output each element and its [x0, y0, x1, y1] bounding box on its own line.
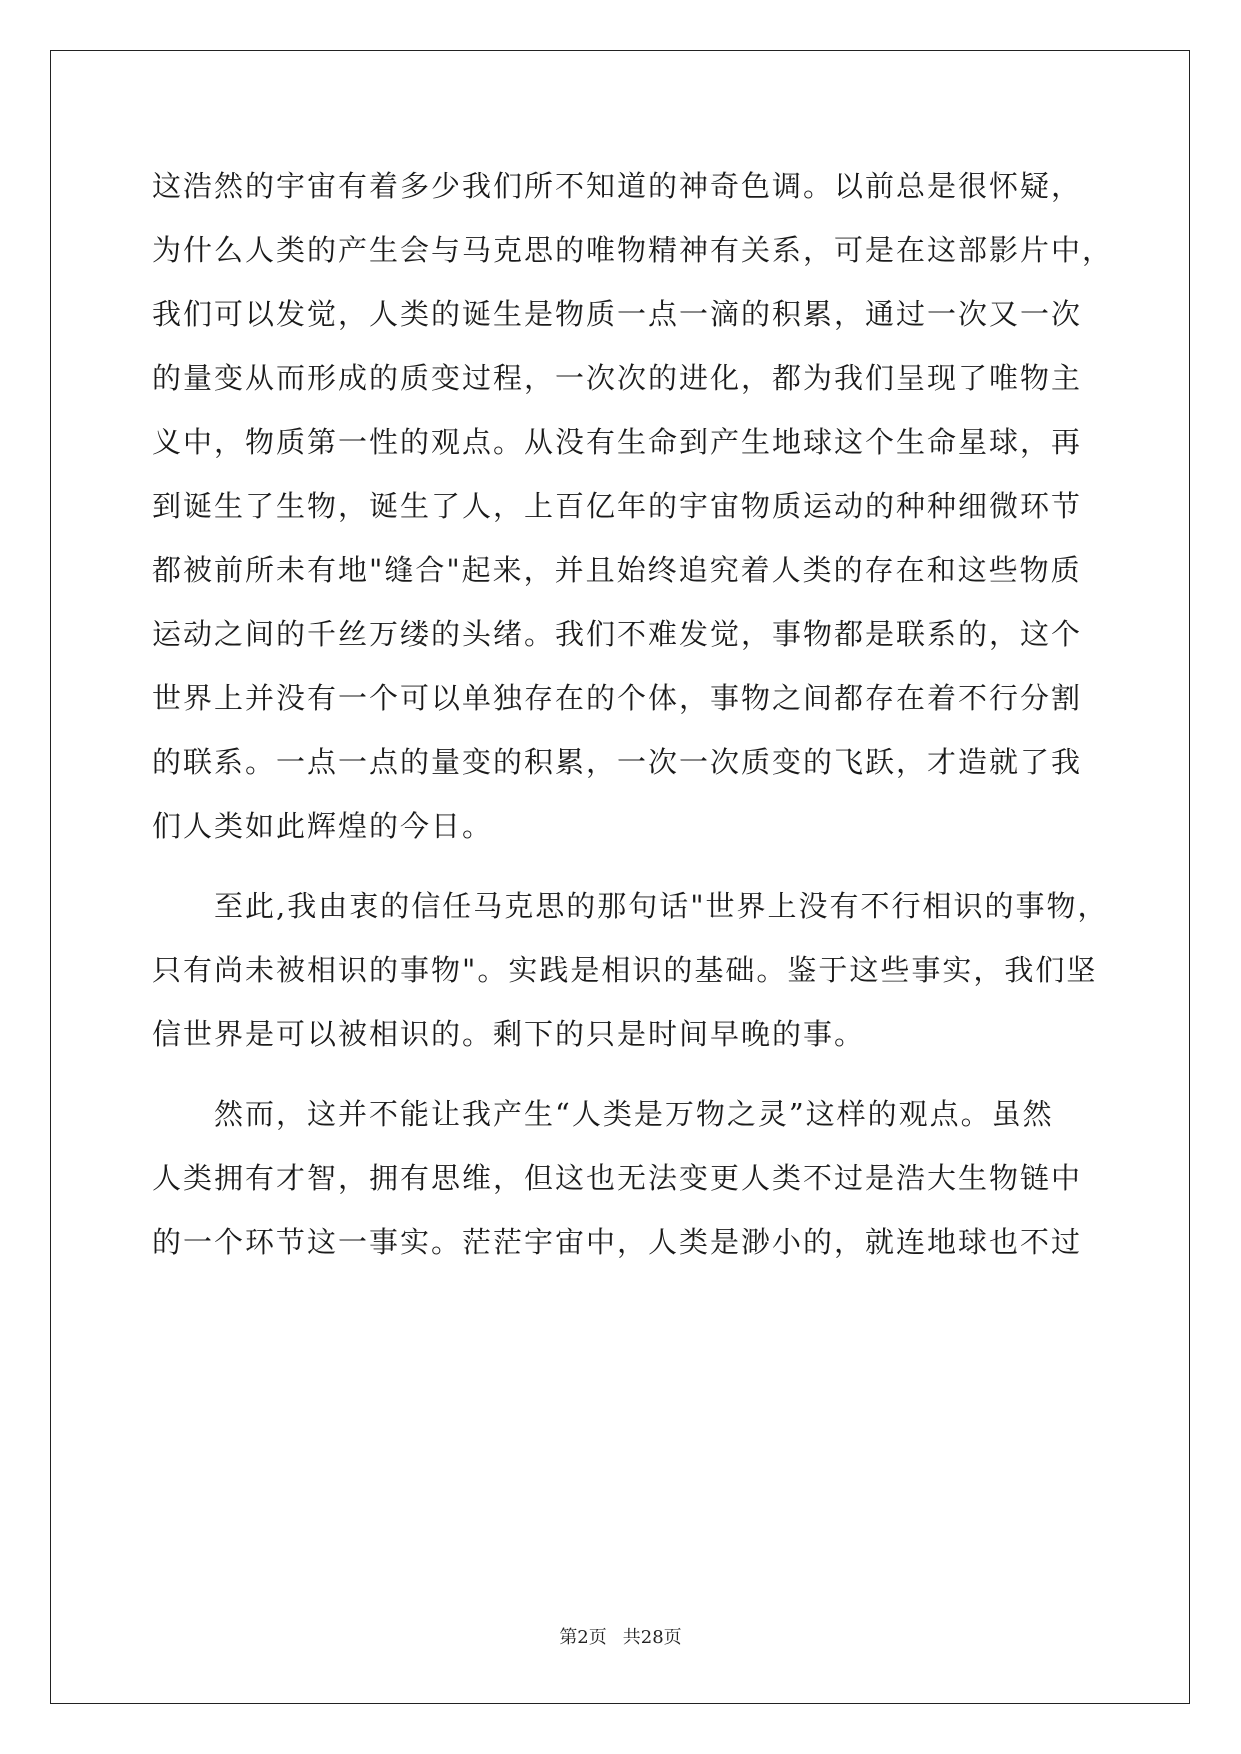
text-line: 只有尚未被相识的事物"。实践是相识的基础。鉴于这些事实，我们坚: [152, 953, 1098, 987]
text-line: 人类拥有才智，拥有思维，但这也无法变更人类不过是浩大生物链中: [152, 1161, 1083, 1195]
text-line: 都被前所未有地"缝合"起来，并且始终追究着人类的存在和这些物质: [152, 553, 1082, 587]
text-line: 世界上并没有一个可以单独存在的个体，事物之间都存在着不行分割: [152, 681, 1083, 715]
document-body: [152, 166, 1114, 1286]
text-line: 我们可以发觉，人类的诞生是物质一点一滴的积累，通过一次又一次: [152, 297, 1083, 331]
text-line: 这浩然的宇宙有着多少我们所不知道的神奇色调。以前总是很怀疑，: [152, 169, 1083, 203]
page-number-label: 第2页: [559, 1627, 607, 1648]
total-pages-label: 共28页: [622, 1627, 682, 1648]
text-line: 至此,我由衷的信任马克思的那句话"世界上没有不行相识的事物，: [214, 889, 1109, 923]
text-line: 信世界是可以被相识的。剩下的只是时间早晚的事。: [152, 1017, 866, 1051]
text-line: 的一个环节这一事实。茫茫宇宙中，人类是渺小的，就连地球也不过: [152, 1225, 1083, 1259]
paragraph-spacer: [152, 870, 1092, 886]
text-line: 的量变从而形成的质变过程，一次次的进化，都为我们呈现了唯物主: [152, 361, 1083, 395]
text-line: 义中，物质第一性的观点。从没有生命到产生地球这个生命星球，再: [152, 425, 1083, 459]
text-line: 为什么人类的产生会与马克思的唯物精神有关系，可是在这部影片中，: [152, 233, 1114, 267]
text-line: 运动之间的千丝万缕的头绪。我们不难发觉，事物都是联系的，这个: [152, 617, 1083, 651]
page-footer: [0, 1626, 1241, 1650]
text-line: 的联系。一点一点的量变的积累，一次一次质变的飞跃，才造就了我: [152, 745, 1083, 779]
paragraph-spacer: [152, 1078, 1092, 1094]
text-line: 到诞生了生物，诞生了人，上百亿年的宇宙物质运动的种种细微环节: [152, 489, 1083, 523]
text-line: 然而，这并不能让我产生“人类是万物之灵”这样的观点。虽然: [214, 1097, 1054, 1131]
text-line: 们人类如此辉煌的今日。: [152, 809, 494, 843]
